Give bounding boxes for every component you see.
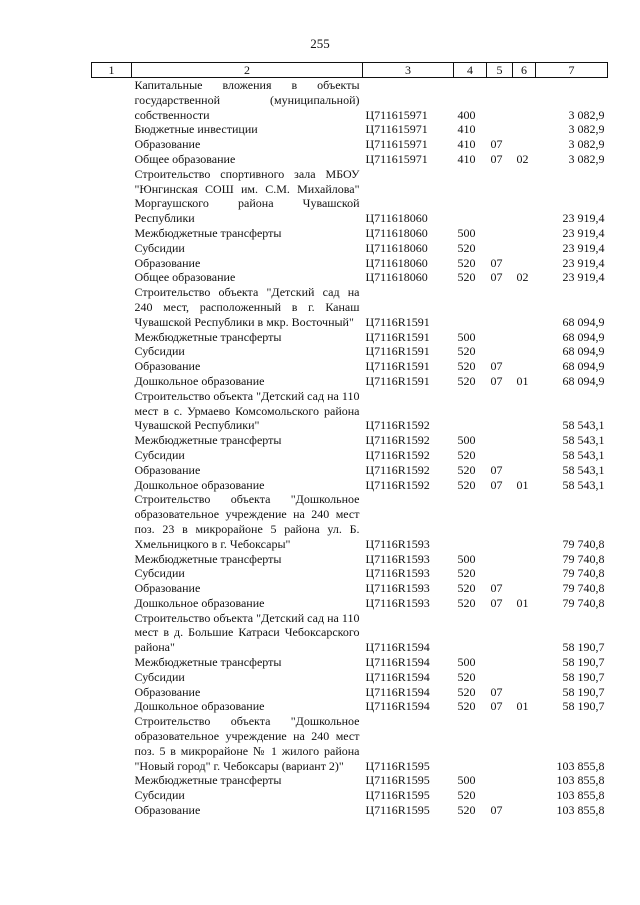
row-subsection — [513, 685, 536, 700]
table-row — [92, 566, 608, 581]
row-section — [487, 344, 513, 359]
row-section — [487, 78, 513, 123]
row-section: 07 — [490, 581, 503, 596]
row-subsection — [513, 670, 536, 685]
row-subsection — [513, 241, 536, 256]
row-amount: 68 094,9 — [562, 373, 605, 388]
row-subsection: 01 — [516, 595, 529, 610]
row-empty-cell — [92, 78, 132, 123]
row-name: Межбюджетные трансферты — [134, 225, 282, 240]
row-subsection — [513, 552, 536, 567]
row-target-code: Ц7116R1595 — [365, 773, 430, 788]
table-row — [92, 285, 608, 329]
column-number-1: 1 — [92, 63, 132, 78]
row-name: Межбюджетные трансферты — [134, 433, 282, 448]
budget-table — [91, 62, 608, 818]
row-target-code: Ц711615971 — [365, 122, 428, 137]
table-row — [92, 344, 608, 359]
table-row — [92, 685, 608, 700]
row-target-code: Ц7116R1595 — [365, 758, 430, 773]
row-section: 07 — [490, 255, 503, 270]
row-expense-type — [454, 389, 487, 433]
row-name: Строительство объекта "Дошкольное образовательное учреждение на 240 мест поз. 23 в микрорайоне 5 района ул. Б. Хмельницкого в г. Чебоксары" — [134, 492, 360, 551]
row-empty-cell — [92, 478, 132, 493]
column-number-6: 6 — [513, 63, 536, 78]
row-empty-cell — [92, 611, 132, 655]
row-expense-type: 520 — [457, 255, 476, 270]
row-expense-type: 520 — [457, 462, 476, 477]
row-section — [487, 670, 513, 685]
table-row — [92, 167, 608, 226]
row-name: Дошкольное образование — [134, 699, 265, 714]
row-target-code: Ц711618060 — [365, 270, 428, 285]
row-empty-cell — [92, 152, 132, 167]
row-amount: 23 919,4 — [562, 240, 605, 255]
row-empty-cell — [92, 359, 132, 374]
row-section — [487, 773, 513, 788]
row-amount: 3 082,9 — [568, 137, 605, 152]
row-target-code: Ц7116R1594 — [365, 669, 430, 684]
row-expense-type: 520 — [457, 373, 476, 388]
row-amount: 79 740,8 — [562, 536, 605, 551]
row-expense-type: 520 — [457, 270, 476, 285]
row-amount: 68 094,9 — [562, 329, 605, 344]
row-amount: 58 190,7 — [562, 669, 605, 684]
row-expense-type: 520 — [457, 684, 476, 699]
row-section: 07 — [490, 270, 503, 285]
row-section — [487, 552, 513, 567]
row-name: Субсидии — [134, 344, 185, 359]
row-expense-type — [454, 611, 487, 655]
row-target-code: Ц7116R1591 — [365, 373, 430, 388]
row-name: Образование — [134, 803, 201, 818]
row-subsection: 01 — [516, 373, 529, 388]
column-number-7: 7 — [536, 63, 608, 78]
row-subsection — [513, 788, 536, 803]
row-target-code: Ц711618060 — [365, 255, 428, 270]
row-name: Субсидии — [134, 240, 185, 255]
row-subsection: 02 — [516, 151, 529, 166]
row-name: Субсидии — [134, 566, 185, 581]
row-expense-type: 500 — [457, 225, 476, 240]
row-subsection — [513, 285, 536, 329]
row-section — [487, 285, 513, 329]
table-row — [92, 374, 608, 389]
row-section — [487, 433, 513, 448]
row-expense-type — [454, 167, 487, 226]
table-row — [92, 714, 608, 773]
row-section — [487, 655, 513, 670]
table-row — [92, 670, 608, 685]
row-empty-cell — [92, 330, 132, 345]
table-row — [92, 270, 608, 285]
row-target-code: Ц711615971 — [365, 151, 428, 166]
row-target-code: Ц7116R1594 — [365, 699, 430, 714]
row-target-code: Ц711615971 — [365, 137, 428, 152]
row-target-code: Ц7116R1595 — [365, 803, 430, 818]
row-subsection — [513, 344, 536, 359]
row-amount: 103 855,8 — [556, 788, 605, 803]
table-row — [92, 330, 608, 345]
row-subsection — [513, 330, 536, 345]
row-subsection — [513, 803, 536, 818]
row-target-code: Ц7116R1594 — [365, 684, 430, 699]
row-subsection — [513, 167, 536, 226]
row-section — [487, 241, 513, 256]
table-row — [92, 773, 608, 788]
row-subsection — [513, 463, 536, 478]
row-subsection — [513, 389, 536, 433]
row-name: Строительство объекта "Дошкольное образовательное учреждение на 240 мест поз. 5 в микрорайоне № 1 жилого района "Новый город" г. Чебоксары (вариант 2)" — [134, 714, 360, 773]
row-amount: 58 543,1 — [562, 477, 605, 492]
row-amount: 103 855,8 — [556, 803, 605, 818]
row-section: 07 — [490, 359, 503, 374]
row-amount: 103 855,8 — [556, 758, 605, 773]
row-target-code: Ц7116R1593 — [365, 551, 430, 566]
row-section: 07 — [490, 684, 503, 699]
row-amount: 58 543,1 — [562, 447, 605, 462]
table-row — [92, 463, 608, 478]
row-target-code: Ц711618060 — [365, 211, 428, 226]
row-expense-type: 520 — [457, 566, 476, 581]
row-name: Субсидии — [134, 669, 185, 684]
table-row — [92, 611, 608, 655]
row-expense-type: 500 — [457, 433, 476, 448]
row-amount: 58 543,1 — [562, 433, 605, 448]
row-subsection — [513, 359, 536, 374]
row-amount: 58 190,7 — [562, 655, 605, 670]
row-target-code: Ц711618060 — [365, 240, 428, 255]
row-name: Образование — [134, 359, 201, 374]
row-subsection — [513, 714, 536, 773]
row-amount: 23 919,4 — [562, 225, 605, 240]
row-subsection — [513, 581, 536, 596]
row-name: Образование — [134, 684, 201, 699]
row-target-code: Ц7116R1592 — [365, 447, 430, 462]
table-row — [92, 788, 608, 803]
table-row — [92, 256, 608, 271]
row-empty-cell — [92, 714, 132, 773]
row-amount: 3 082,9 — [568, 151, 605, 166]
row-amount: 58 190,7 — [562, 640, 605, 655]
row-name: Капитальные вложения в объекты государственной (муниципальной) собственности — [134, 78, 360, 122]
row-subsection: 01 — [516, 477, 529, 492]
row-subsection — [513, 611, 536, 655]
row-name: Межбюджетные трансферты — [134, 551, 282, 566]
row-subsection — [513, 137, 536, 152]
row-section: 07 — [490, 462, 503, 477]
row-name: Бюджетные инвестиции — [134, 122, 258, 137]
row-amount: 79 740,8 — [562, 551, 605, 566]
row-empty-cell — [92, 256, 132, 271]
row-empty-cell — [92, 226, 132, 241]
row-name: Дошкольное образование — [134, 373, 265, 388]
row-expense-type — [454, 285, 487, 329]
row-subsection: 02 — [516, 270, 529, 285]
row-expense-type: 500 — [457, 773, 476, 788]
row-empty-cell — [92, 773, 132, 788]
row-empty-cell — [92, 137, 132, 152]
row-name: Образование — [134, 137, 201, 152]
row-target-code: Ц7116R1594 — [365, 655, 430, 670]
row-expense-type: 520 — [457, 447, 476, 462]
row-expense-type: 500 — [457, 655, 476, 670]
table-row — [92, 581, 608, 596]
column-number-4: 4 — [454, 63, 487, 78]
row-target-code: Ц711615971 — [365, 107, 428, 122]
table-row — [92, 226, 608, 241]
row-target-code: Ц7116R1592 — [365, 433, 430, 448]
row-amount: 3 082,9 — [568, 107, 605, 122]
row-target-code: Ц7116R1592 — [365, 418, 430, 433]
row-name: Межбюджетные трансферты — [134, 773, 282, 788]
table-row — [92, 152, 608, 167]
row-amount: 103 855,8 — [556, 773, 605, 788]
row-section — [487, 788, 513, 803]
table-row — [92, 137, 608, 152]
row-target-code: Ц7116R1593 — [365, 595, 430, 610]
row-target-code: Ц7116R1591 — [365, 359, 430, 374]
row-target-code: Ц7116R1591 — [365, 329, 430, 344]
row-empty-cell — [92, 788, 132, 803]
row-subsection — [513, 773, 536, 788]
table-row — [92, 699, 608, 714]
row-expense-type: 520 — [457, 595, 476, 610]
row-empty-cell — [92, 596, 132, 611]
row-amount: 79 740,8 — [562, 581, 605, 596]
column-numbers-row — [92, 63, 608, 78]
row-name: Общее образование — [134, 151, 236, 166]
row-empty-cell — [92, 655, 132, 670]
row-target-code: Ц7116R1594 — [365, 640, 430, 655]
row-section: 07 — [490, 595, 503, 610]
row-amount: 23 919,4 — [562, 270, 605, 285]
column-number-3: 3 — [363, 63, 454, 78]
table-row — [92, 492, 608, 551]
row-empty-cell — [92, 122, 132, 137]
row-subsection — [513, 492, 536, 551]
row-empty-cell — [92, 448, 132, 463]
row-empty-cell — [92, 344, 132, 359]
row-empty-cell — [92, 492, 132, 551]
row-section: 07 — [490, 803, 503, 818]
row-empty-cell — [92, 374, 132, 389]
row-subsection: 01 — [516, 699, 529, 714]
row-section: 07 — [490, 477, 503, 492]
table-row — [92, 389, 608, 433]
row-expense-type: 410 — [457, 122, 476, 137]
row-name: Строительство объекта "Детский сад на 110 мест в д. Большие Катраси Чебоксарского района" — [134, 610, 360, 655]
row-section: 07 — [490, 373, 503, 388]
row-expense-type: 520 — [457, 344, 476, 359]
row-amount: 58 190,7 — [562, 699, 605, 714]
row-target-code: Ц7116R1592 — [365, 477, 430, 492]
row-expense-type: 520 — [457, 359, 476, 374]
row-section — [487, 492, 513, 551]
row-amount: 58 190,7 — [562, 684, 605, 699]
row-target-code: Ц7116R1593 — [365, 536, 430, 551]
row-expense-type: 520 — [457, 477, 476, 492]
table-header — [92, 63, 608, 78]
row-name: Общее образование — [134, 270, 236, 285]
row-expense-type: 520 — [457, 803, 476, 818]
row-section — [487, 566, 513, 581]
row-empty-cell — [92, 463, 132, 478]
row-subsection — [513, 226, 536, 241]
table-row — [92, 552, 608, 567]
table-row — [92, 433, 608, 448]
table-row — [92, 596, 608, 611]
table-row — [92, 448, 608, 463]
row-section: 07 — [490, 151, 503, 166]
row-empty-cell — [92, 241, 132, 256]
table-row — [92, 655, 608, 670]
table-row — [92, 78, 608, 123]
row-name: Субсидии — [134, 788, 185, 803]
row-section: 07 — [490, 699, 503, 714]
row-subsection — [513, 256, 536, 271]
row-expense-type: 410 — [457, 137, 476, 152]
row-empty-cell — [92, 270, 132, 285]
row-expense-type: 400 — [457, 107, 476, 122]
table-row — [92, 122, 608, 137]
row-section: 07 — [490, 137, 503, 152]
row-section — [487, 611, 513, 655]
row-name: Строительство объекта "Детский сад на 240 мест, расположенный в г. Канаш Чувашской Республики в мкр. Восточный" — [134, 285, 360, 329]
row-amount: 79 740,8 — [562, 566, 605, 581]
row-empty-cell — [92, 670, 132, 685]
row-name: Строительство объекта "Детский сад на 110 мест в с. Урмаево Комсомольского района Чувашской Республики" — [134, 388, 360, 433]
row-expense-type: 520 — [457, 788, 476, 803]
row-section — [487, 389, 513, 433]
row-name: Межбюджетные трансферты — [134, 655, 282, 670]
row-subsection — [513, 566, 536, 581]
row-empty-cell — [92, 699, 132, 714]
row-subsection — [513, 433, 536, 448]
row-subsection — [513, 122, 536, 137]
row-expense-type: 500 — [457, 551, 476, 566]
row-target-code: Ц7116R1593 — [365, 581, 430, 596]
row-target-code: Ц711618060 — [365, 225, 428, 240]
row-name: Строительство спортивного зала МБОУ "Юнгинская СОШ им. С.М. Михайлова" Моргаушского района Чувашской Республики — [134, 166, 360, 226]
row-empty-cell — [92, 167, 132, 226]
row-target-code: Ц7116R1595 — [365, 788, 430, 803]
row-amount: 68 094,9 — [562, 314, 605, 329]
column-number-2: 2 — [132, 63, 363, 78]
row-section — [487, 330, 513, 345]
row-section — [487, 714, 513, 773]
row-target-code: Ц7116R1591 — [365, 344, 430, 359]
row-amount: 68 094,9 — [562, 359, 605, 374]
row-expense-type: 410 — [457, 151, 476, 166]
row-section — [487, 167, 513, 226]
row-amount: 23 919,4 — [562, 211, 605, 226]
row-amount: 58 543,1 — [562, 418, 605, 433]
table-body — [92, 78, 608, 818]
row-expense-type — [454, 714, 487, 773]
row-amount: 79 740,8 — [562, 595, 605, 610]
row-section — [487, 122, 513, 137]
row-target-code: Ц7116R1592 — [365, 462, 430, 477]
row-empty-cell — [92, 433, 132, 448]
row-expense-type: 520 — [457, 699, 476, 714]
row-target-code: Ц7116R1591 — [365, 314, 430, 329]
row-name: Межбюджетные трансферты — [134, 329, 282, 344]
row-name: Дошкольное образование — [134, 595, 265, 610]
column-number-5: 5 — [487, 63, 513, 78]
page-number: 255 — [310, 36, 330, 51]
row-name: Образование — [134, 462, 201, 477]
row-amount: 3 082,9 — [568, 122, 605, 137]
row-name: Субсидии — [134, 447, 185, 462]
table-row — [92, 241, 608, 256]
row-name: Образование — [134, 581, 201, 596]
row-empty-cell — [92, 285, 132, 329]
row-empty-cell — [92, 389, 132, 433]
table-row — [92, 478, 608, 493]
row-name: Образование — [134, 255, 201, 270]
row-expense-type: 520 — [457, 581, 476, 596]
row-amount: 58 543,1 — [562, 462, 605, 477]
row-section — [487, 448, 513, 463]
row-expense-type: 520 — [457, 240, 476, 255]
row-expense-type: 520 — [457, 669, 476, 684]
table-row — [92, 359, 608, 374]
row-empty-cell — [92, 803, 132, 818]
row-expense-type: 500 — [457, 329, 476, 344]
row-empty-cell — [92, 566, 132, 581]
table-row — [92, 803, 608, 818]
row-subsection — [513, 448, 536, 463]
row-amount: 68 094,9 — [562, 344, 605, 359]
row-amount: 23 919,4 — [562, 255, 605, 270]
row-subsection — [513, 655, 536, 670]
row-empty-cell — [92, 552, 132, 567]
row-empty-cell — [92, 685, 132, 700]
row-name: Дошкольное образование — [134, 477, 265, 492]
row-subsection — [513, 78, 536, 123]
row-expense-type — [454, 492, 487, 551]
row-empty-cell — [92, 581, 132, 596]
row-target-code: Ц7116R1593 — [365, 566, 430, 581]
row-section — [487, 226, 513, 241]
